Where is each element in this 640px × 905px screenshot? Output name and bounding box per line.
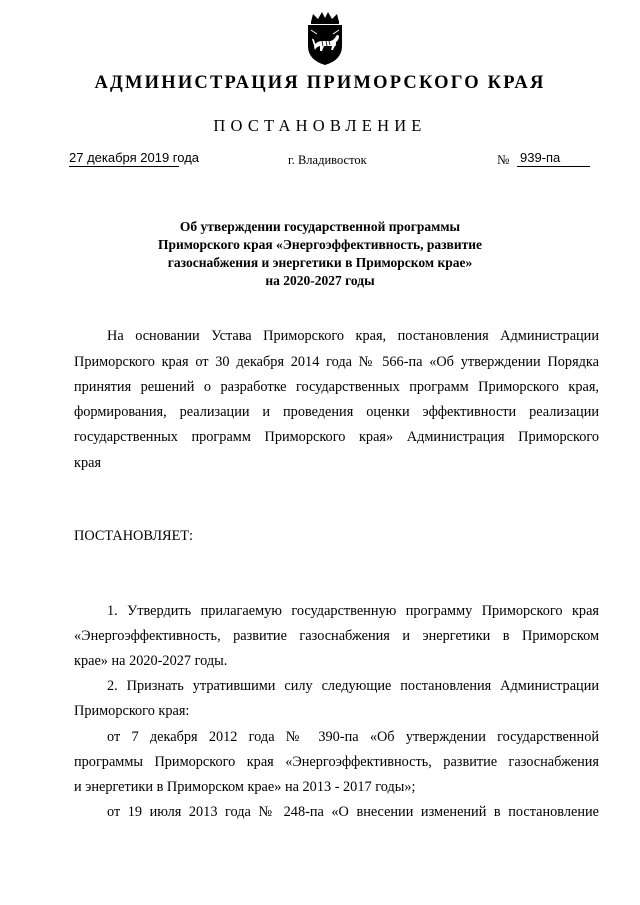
document-number: 939-па [517,150,590,167]
subject-line: Об утверждении государственной программы [179,219,461,234]
subitem1-line: от 7 декабря 2012 года № 390-па «Об утверждении государственной [107,729,599,745]
preamble-line: На основании Устава Приморского края, постановления Администрации [107,328,599,344]
item1-line: 1. Утвердить прилагаемую государственную программу Приморского края [107,603,599,619]
item1-line: крае» на 2020-2027 годы. [74,653,228,669]
subject-line: на 2020-2027 годы [265,273,375,288]
organization-title: АДМИНИСТРАЦИЯ ПРИМОРСКОГО КРАЯ [94,73,546,93]
resolves-heading: ПОСТАНОВЛЯЕТ: [74,528,194,544]
preamble-line: формирования, реализации и проведения оценки эффективности реализации [74,404,599,420]
item1-line: «Энергоэффективность, развитие газоснабжения и энергетики в Приморском [74,628,599,644]
document-date: 27 декабря 2019 года [69,150,200,165]
document-city: г. Владивосток [288,153,367,167]
preamble-line: Приморского края от 30 декабря 2014 года № 566-па «Об утверждении Порядка [74,354,599,370]
preamble-line: государственных программ Приморского края» Администрация Приморского [74,429,599,445]
coat-of-arms-icon [303,10,347,66]
subject-line: газоснабжения и энергетики в Приморском крае» [167,255,473,270]
document-type: ПОСТАНОВЛЕНИЕ [213,116,427,135]
preamble-line: края [74,455,102,471]
subitem2-line: от 19 июля 2013 года № 248-па «О внесении изменений в постановление [107,804,599,820]
subject-line: Приморского края «Энергоэффективность, развитие [157,237,483,252]
number-label: № [497,152,510,167]
document-subject [120,218,520,290]
item2-line: 2. Признать утратившими силу следующие постановления Администрации [107,678,599,694]
preamble-line: принятия решений о разработке государственных программ Приморского края, [74,379,599,395]
subitem1-line: и энергетики в Приморском крае» на 2013 - 2017 годы»; [74,779,416,795]
subitem1-line: программы Приморского края «Энергоэффективность, развитие газоснабжения [74,754,599,770]
item2-line: Приморского края: [74,703,190,719]
